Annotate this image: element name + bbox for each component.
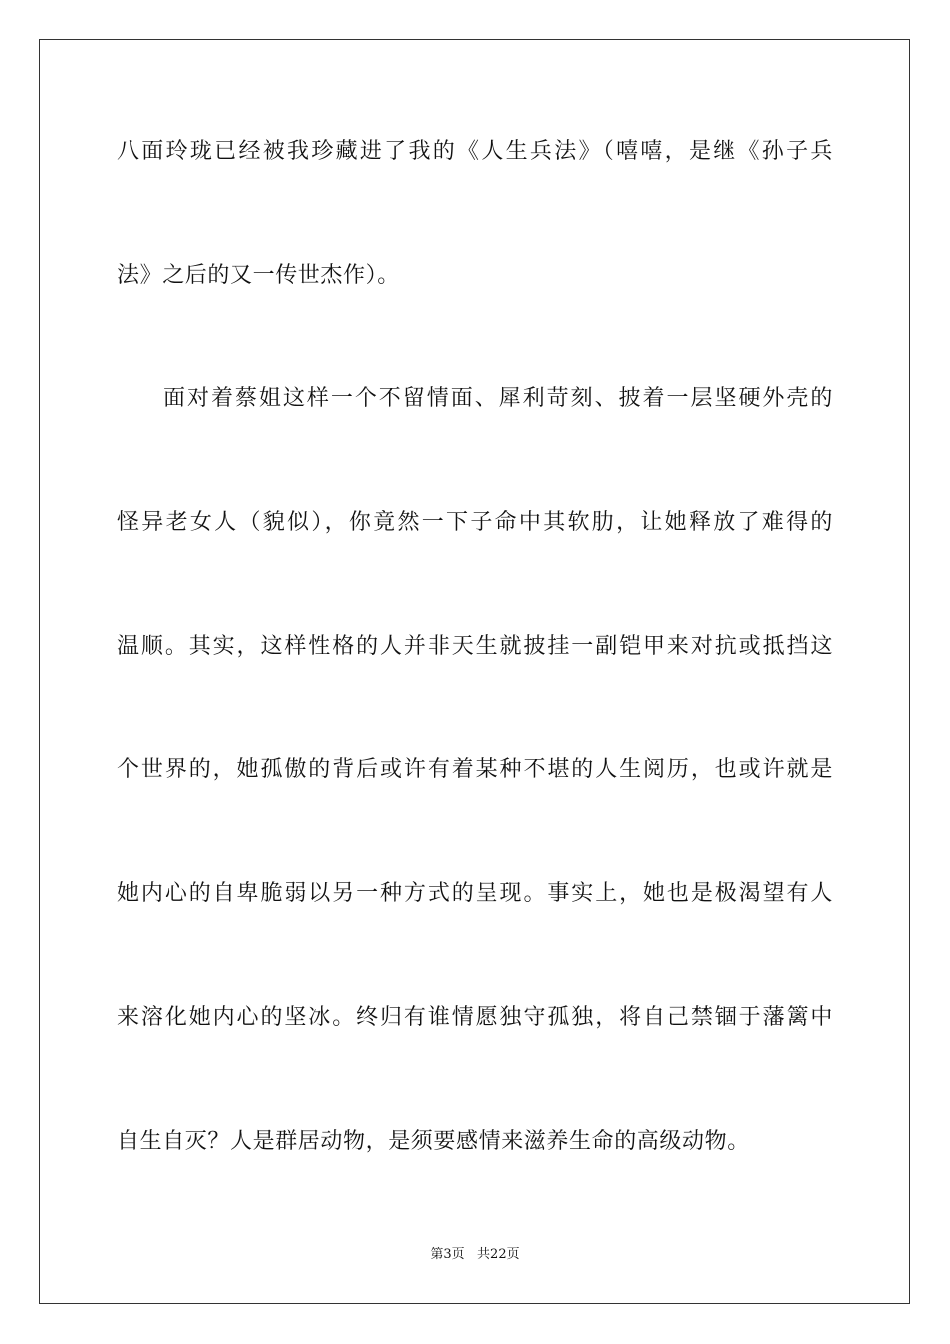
- body-text-line: 温顺。其实，这样性格的人并非天生就披挂一副铠甲来对抗或抵挡这: [117, 634, 833, 659]
- body-text-line: 个世界的，她孤傲的背后或许有着某种不堪的人生阅历，也或许就是: [117, 757, 833, 782]
- body-text-line: 自生自灭？人是群居动物，是须要感情来滋养生命的高级动物。: [117, 1129, 750, 1154]
- body-text-line: 怪异老女人（貌似），你竟然一下子命中其软肋，让她释放了难得的: [117, 510, 833, 535]
- body-text-line: 法》之后的又一传世杰作）。: [117, 263, 400, 288]
- body-text-line: 八面玲珑已经被我珍藏进了我的《人生兵法》（嘻嘻，是继《孙子兵: [117, 139, 833, 164]
- body-text-line: 她内心的自卑脆弱以另一种方式的呈现。事实上，她也是极渴望有人: [117, 881, 833, 906]
- page-frame: [39, 39, 910, 1304]
- body-text-line: 来溶化她内心的坚冰。终归有谁情愿独守孤独，将自己禁锢于藩篱中: [117, 1005, 833, 1030]
- body-text-line: 面对着蔡姐这样一个不留情面、犀利苛刻、披着一层坚硬外壳的: [163, 386, 833, 411]
- page-number: 第3页 共22页: [430, 1247, 520, 1262]
